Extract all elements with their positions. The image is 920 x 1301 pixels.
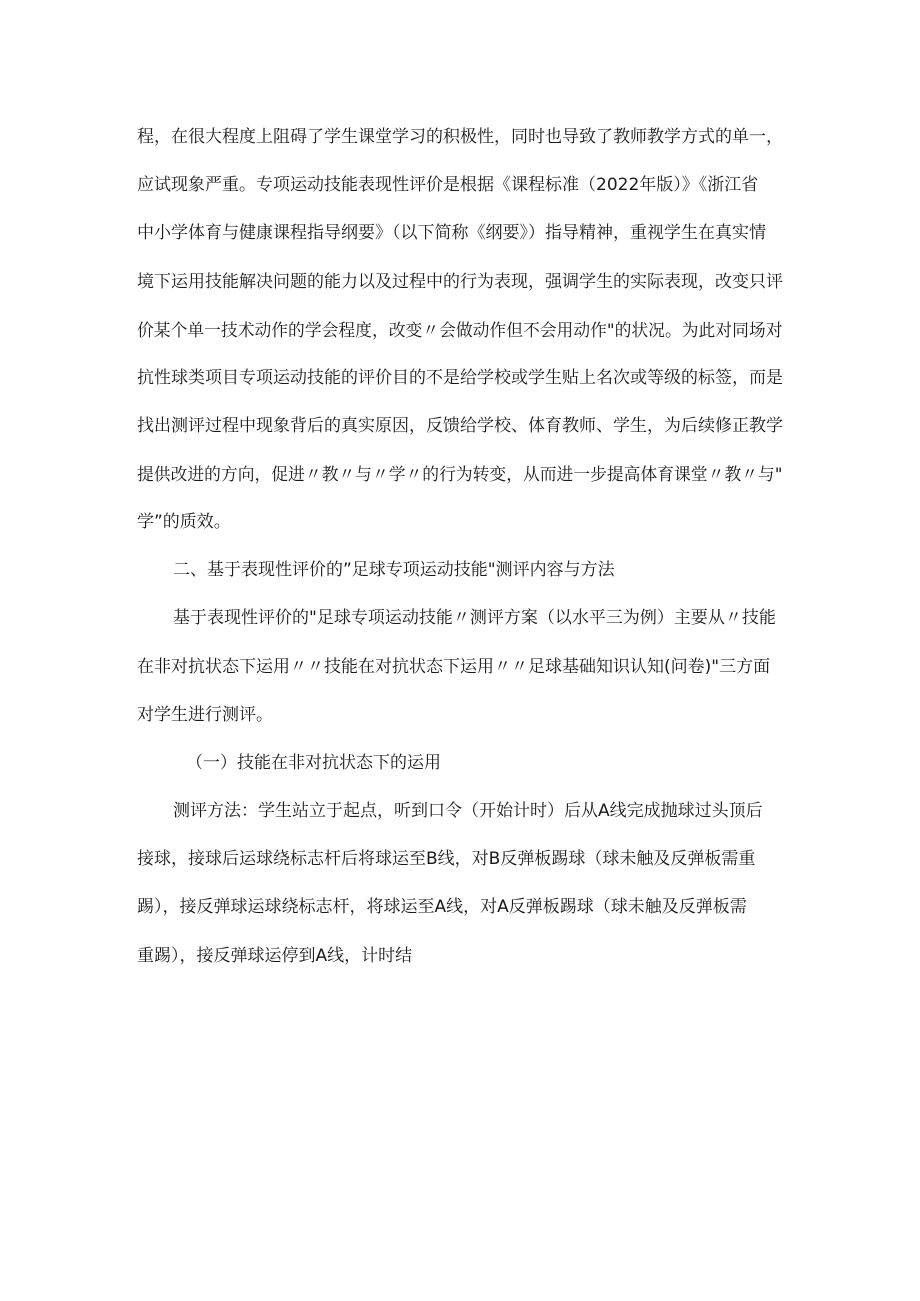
text-line: 基于表现性评价的"足球专项运动技能〃测评方案（以水平三为例）主要从〃技能 (173, 608, 776, 628)
text-line: 学”的质效。 (137, 512, 231, 532)
text-line: 应试现象严重。专项运动技能表现性评价是根据《课程标准（2022年版）》《浙江省 (137, 175, 759, 195)
section-heading: 二、基于表现性评价的”足球专项运动技能"测评内容与方法 (173, 560, 615, 580)
text-line: 抗性球类项目专项运动技能的评价目的不是给学校或学生贴上名次或等级的标签，而是 (137, 368, 783, 388)
subsection-heading: （一）技能在非对抗状态下的运用 (186, 753, 441, 773)
text-line: 找出测评过程中现象背后的真实原因，反馈给学校、体育教师、学生，为后续修正教学 (137, 416, 783, 436)
text-line: 接球，接球后运球绕标志杆后将球运至B线，对B反弹板踢球（球未触及反弹板需重 (137, 849, 756, 869)
text-line: 重踢），接反弹球运停到A线，计时结 (137, 946, 413, 966)
text-line: 提供改进的方向，促进〃教〃与〃学〃的行为转变，从而进一步提高体育课堂〃教〃与" (137, 464, 783, 484)
text-line: 踢），接反弹球运球绕标志杆，将球运至A线，对A反弹板踢球（球未触及反弹板需 (137, 897, 747, 917)
text-line: 对学生进行测评。 (137, 705, 273, 725)
text-line: 价某个单一技术动作的学会程度，改变〃会做动作但不会用动作"的状况。为此对同场对 (137, 320, 783, 340)
text-line: 中小学体育与健康课程指导纲要》（以下简称《纲要》）指导精神，重视学生在真实情 (137, 223, 766, 243)
text-line: 测评方法：学生站立于起点，听到口令（开始计时）后从A线完成抛球过头顶后 (173, 801, 763, 821)
text-line: 在非对抗状态下运用〃〃技能在对抗状态下运用〃〃足球基础知识认知(问卷)"三方面 (137, 657, 771, 677)
text-line: 程，在很大程度上阻碍了学生课堂学习的积极性，同时也导致了教师教学方式的单一， (137, 127, 783, 147)
text-line: 境下运用技能解决问题的能力以及过程中的行为表现，强调学生的实际表现，改变只评 (137, 272, 783, 292)
